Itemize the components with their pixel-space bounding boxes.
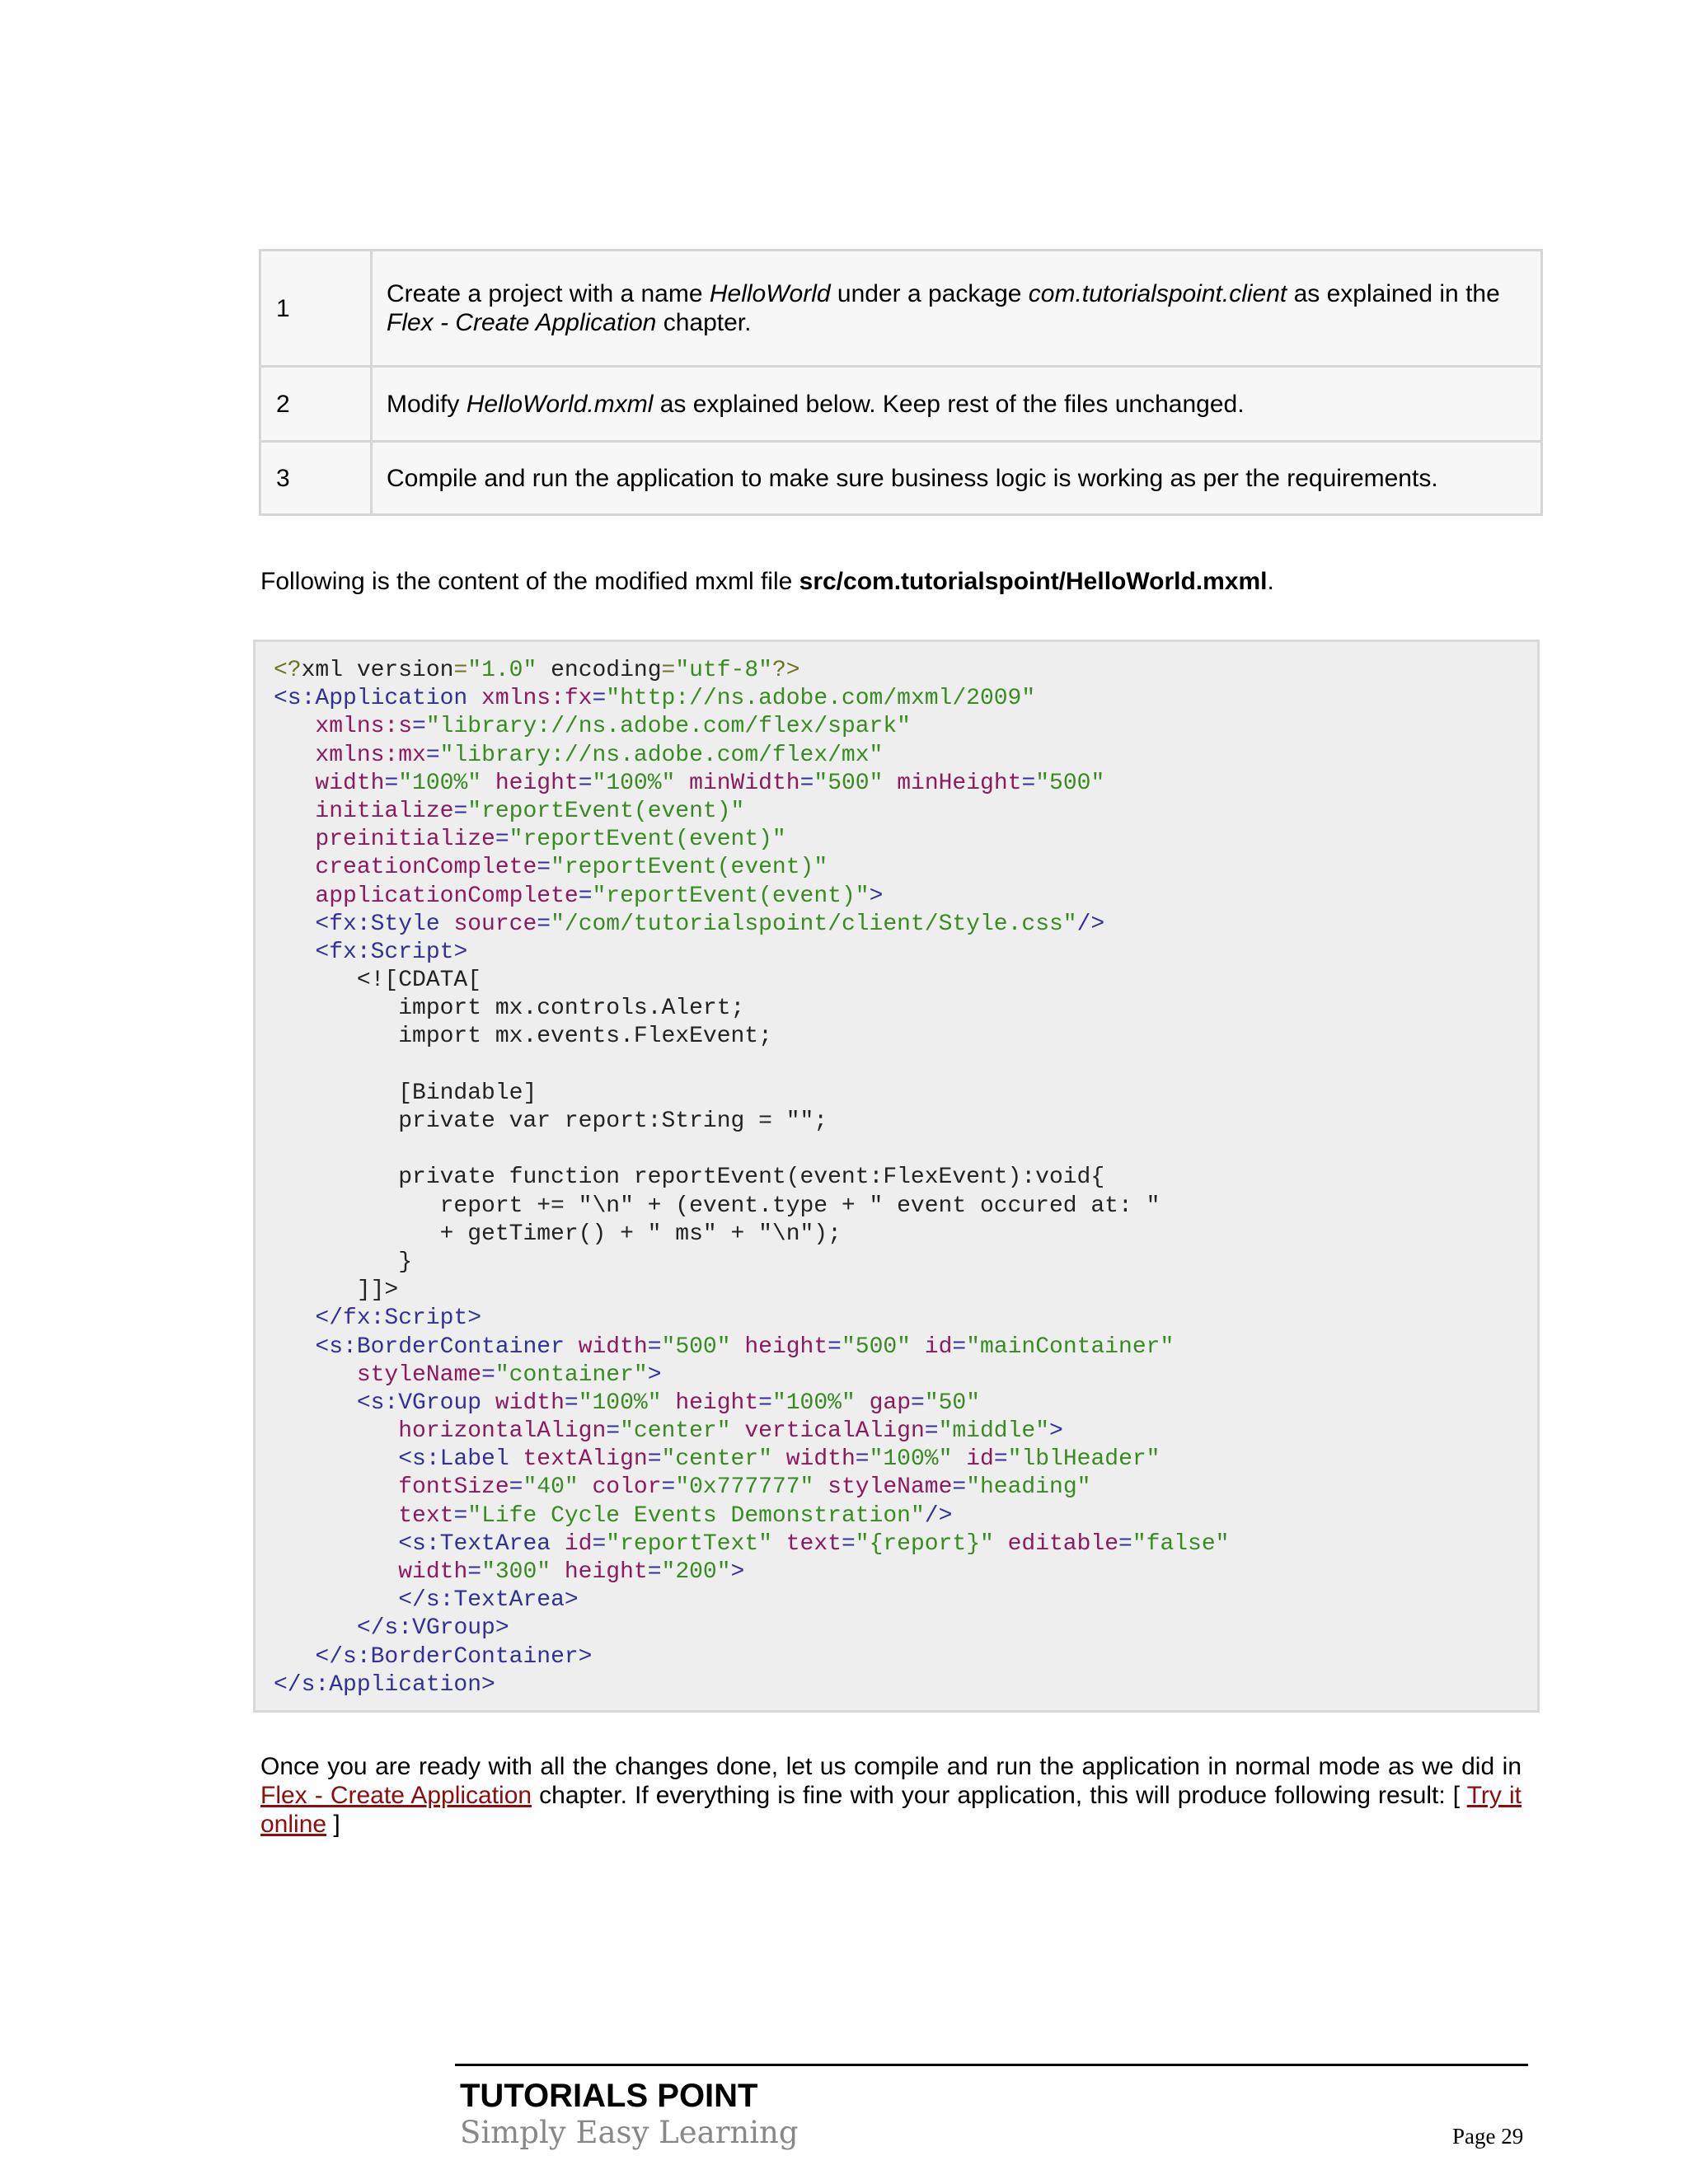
code-token: =: [758, 1390, 772, 1416]
code-token: [274, 1137, 288, 1162]
code-token: [274, 827, 315, 852]
step-text: Modify: [387, 390, 467, 418]
code-token: }: [274, 1249, 413, 1275]
code-token: =: [1118, 1530, 1132, 1557]
code-token: xmlns:s: [315, 714, 413, 740]
create-application-link[interactable]: Flex - Create Application: [260, 1782, 532, 1809]
code-token: </s:Application>: [274, 1671, 495, 1698]
code-token: [274, 1305, 315, 1331]
step-emphasis: HelloWorld: [709, 280, 831, 307]
code-line: [274, 657, 1537, 685]
code-token: [274, 855, 315, 880]
code-token: "false": [1132, 1530, 1230, 1557]
code-line: [274, 939, 1537, 967]
code-token: import mx.events.FlexEvent;: [274, 1024, 772, 1050]
code-token: "100%": [771, 1390, 856, 1416]
code-token: [274, 1531, 398, 1557]
code-token: =: [1021, 770, 1036, 796]
code-token: applicationComplete: [315, 883, 579, 909]
code-token: >: [647, 1361, 662, 1388]
code-line: [274, 883, 1537, 911]
code-token: [274, 912, 315, 937]
code-token: "1.0": [467, 658, 537, 683]
code-token: <?: [274, 658, 302, 683]
step-description: [372, 442, 1542, 515]
step-description: [372, 251, 1542, 367]
step-text: as explained below. Keep rest of the files unchanged.: [653, 390, 1245, 418]
code-token: styleName: [356, 1361, 482, 1388]
code-token: "500": [814, 770, 884, 796]
code-line: [274, 1446, 1537, 1474]
code-token: =: [841, 1530, 856, 1557]
code-token: =: [481, 1361, 495, 1388]
code-token: [274, 1446, 398, 1472]
code-line: [274, 1136, 1537, 1164]
code-token: =: [537, 855, 551, 881]
table-row: [260, 251, 1542, 367]
code-token: =: [799, 770, 814, 796]
code-line: [274, 1080, 1537, 1108]
step-description: [372, 367, 1542, 442]
code-line: [274, 1530, 1537, 1558]
code-token: </s:TextArea>: [398, 1587, 579, 1614]
code-token: >: [869, 883, 884, 909]
code-token: =: [453, 1502, 468, 1529]
step-text: Create a project with a name: [387, 280, 710, 307]
code-line: [274, 798, 1537, 826]
code-token: text: [398, 1502, 454, 1529]
code-token: + getTimer() + " ms" + "\n");: [274, 1221, 842, 1247]
code-line: [274, 1671, 1537, 1699]
code-token: =: [578, 883, 593, 909]
code-token: [274, 771, 315, 796]
step-emphasis: com.tutorialspoint.client: [1028, 280, 1287, 307]
code-token: xmlns:fx: [481, 686, 593, 712]
code-token: [274, 799, 315, 824]
code-token: xmlns:mx: [315, 742, 426, 768]
code-token: =: [661, 1474, 676, 1501]
code-token: "mainContainer": [966, 1333, 1175, 1360]
outro-text-2: chapter. If everything is fine with your application, this will produce following result: [: [532, 1782, 1467, 1809]
code-line: [274, 1193, 1537, 1221]
code-token: [274, 743, 315, 768]
code-token: =: [647, 1333, 662, 1360]
code-token: =: [592, 1530, 607, 1557]
code-token: [274, 1644, 315, 1670]
intro-file-path: src/com.tutorialspoint/HelloWorld.mxml: [799, 568, 1268, 595]
code-token: [274, 1362, 357, 1388]
code-token: id: [564, 1530, 593, 1557]
code-token: =: [911, 1390, 925, 1416]
step-number: 2: [260, 367, 372, 442]
code-token: <s:VGroup: [356, 1390, 495, 1416]
outro-paragraph: [260, 1752, 1522, 1839]
code-token: "http://ns.adobe.com/mxml/2009": [606, 686, 1036, 712]
code-token: styleName: [814, 1474, 953, 1501]
code-line: [274, 1333, 1537, 1361]
code-token: creationComplete: [315, 855, 537, 881]
page-number: Page 29: [1452, 2124, 1524, 2149]
code-line: [274, 911, 1537, 939]
code-token: </fx:Script>: [315, 1305, 482, 1332]
code-token: =: [384, 770, 399, 796]
outro-text-3: ]: [326, 1811, 340, 1838]
footer-tagline: Simply Easy Learning: [460, 2115, 799, 2150]
code-token: height: [730, 1333, 828, 1360]
code-token: height: [661, 1390, 759, 1416]
code-token: import mx.controls.Alert;: [274, 996, 745, 1022]
code-token: >: [1049, 1418, 1063, 1445]
code-line: [274, 1164, 1537, 1192]
code-token: gap: [855, 1390, 911, 1416]
code-token: =: [453, 658, 468, 683]
code-token: </s:VGroup>: [356, 1615, 509, 1642]
intro-end: .: [1267, 568, 1274, 595]
code-token: "reportEvent(event)": [467, 798, 745, 824]
code-token: source: [453, 911, 537, 937]
code-line: [274, 1361, 1537, 1390]
code-token: "center": [620, 1418, 731, 1445]
code-token: =: [855, 1446, 870, 1473]
code-line: [274, 1023, 1537, 1051]
code-token: =: [828, 1333, 842, 1360]
table-row: [260, 442, 1542, 515]
code-line: [274, 1249, 1537, 1277]
code-token: width: [771, 1446, 856, 1473]
code-token: =: [993, 1446, 1008, 1473]
code-token: =: [495, 827, 509, 853]
code-token: ?>: [771, 658, 800, 683]
code-token: [274, 1615, 357, 1641]
code-token: =: [924, 1418, 939, 1445]
code-block: [253, 640, 1540, 1713]
intro-paragraph: [260, 567, 1274, 596]
code-token: "100%": [398, 770, 482, 796]
steps-table: [259, 249, 1543, 516]
code-token: "reportText": [606, 1530, 772, 1557]
code-line: [274, 1305, 1537, 1333]
code-token: "500": [841, 1333, 911, 1360]
code-token: encoding: [537, 658, 662, 683]
code-token: "100%": [592, 770, 676, 796]
code-token: "reportEvent(event)": [592, 883, 870, 909]
code-token: <s:Application: [274, 686, 482, 712]
code-token: [274, 1559, 398, 1585]
code-token: "middle": [938, 1418, 1049, 1445]
code-token: <fx:Style: [315, 911, 454, 937]
code-line: [274, 770, 1537, 798]
code-line: [274, 1390, 1537, 1418]
code-token: initialize: [315, 798, 454, 824]
code-token: [274, 1052, 288, 1078]
code-token: =: [606, 1418, 621, 1445]
code-line: [274, 1221, 1537, 1249]
code-token: "heading": [966, 1474, 1091, 1501]
code-line: [274, 742, 1537, 770]
code-token: =: [453, 798, 468, 824]
code-token: "300": [481, 1559, 551, 1585]
code-token: width: [315, 770, 385, 796]
code-token: height: [481, 770, 579, 796]
code-token: preinitialize: [315, 827, 495, 853]
code-token: <s:BorderContainer: [315, 1333, 579, 1360]
step-emphasis: Flex - Create Application: [387, 309, 657, 336]
code-token: "lblHeader": [1007, 1446, 1160, 1473]
code-token: width: [495, 1390, 565, 1416]
code-token: private var report:String = "";: [274, 1108, 828, 1134]
code-line: [274, 685, 1537, 713]
code-token: editable: [993, 1530, 1119, 1557]
code-line: [274, 967, 1537, 995]
code-line: [274, 713, 1537, 741]
code-token: =: [412, 714, 426, 740]
code-token: "500": [661, 1333, 731, 1360]
code-line: [274, 1418, 1537, 1446]
code-token: [274, 1474, 398, 1500]
code-token: =: [647, 1559, 662, 1585]
code-token: "utf-8": [675, 658, 772, 683]
code-line: [274, 1502, 1537, 1530]
code-token: "reportEvent(event)": [509, 827, 786, 853]
code-line: [274, 826, 1537, 854]
code-token: verticalAlign: [730, 1418, 925, 1445]
code-token: [274, 1390, 357, 1416]
code-token: private function reportEvent(event:FlexEvent):void{: [274, 1165, 1105, 1191]
code-token: horizontalAlign: [398, 1418, 607, 1445]
code-token: =: [425, 742, 440, 768]
code-line: [274, 1277, 1537, 1305]
step-text: as explained in the: [1287, 280, 1500, 307]
code-token: [274, 1418, 398, 1444]
code-token: minHeight: [883, 770, 1022, 796]
code-line: [274, 995, 1537, 1023]
code-token: [274, 940, 315, 965]
code-token: </s:BorderContainer>: [315, 1643, 593, 1670]
code-token: [274, 1334, 315, 1360]
code-token: <fx:Script>: [315, 939, 468, 965]
code-token: id: [952, 1446, 994, 1473]
code-token: [274, 1503, 398, 1529]
table-row: [260, 367, 1542, 442]
code-token: report += "\n" + (event.type + " event occured at: ": [274, 1193, 1160, 1219]
step-emphasis: HelloWorld.mxml: [466, 390, 654, 418]
code-line: [274, 1643, 1537, 1671]
code-token: fontSize: [398, 1474, 509, 1501]
step-text: Compile and run the application to make sure business logic is working as per the requirements.: [387, 464, 1438, 492]
code-token: "100%": [869, 1446, 953, 1473]
code-token: "100%": [578, 1390, 662, 1416]
code-token: [274, 883, 315, 909]
code-line: [274, 1558, 1537, 1586]
code-token: =: [537, 911, 551, 937]
code-token: =: [661, 658, 676, 683]
code-token: height: [551, 1559, 648, 1585]
code-token: =: [952, 1474, 967, 1501]
code-token: "500": [1035, 770, 1105, 796]
step-text: chapter.: [656, 309, 752, 336]
code-token: [Bindable]: [274, 1080, 537, 1106]
code-line: [274, 1108, 1537, 1136]
code-token: "reportEvent(event)": [551, 855, 828, 881]
code-line: [274, 1474, 1537, 1502]
code-token: color: [578, 1474, 662, 1501]
code-token: [274, 1587, 398, 1613]
code-token: =: [952, 1333, 967, 1360]
code-token: "{report}": [855, 1530, 994, 1557]
try-it-online-link[interactable]: Try it online: [260, 1782, 1522, 1838]
code-token: "50": [924, 1390, 981, 1416]
code-token: =: [509, 1474, 523, 1501]
code-token: =: [467, 1559, 482, 1585]
code-token: width: [578, 1333, 648, 1360]
code-line: [274, 1586, 1537, 1615]
code-token: "center": [661, 1446, 772, 1473]
code-token: =: [592, 686, 607, 712]
code-token: =: [564, 1390, 579, 1416]
code-token: <![CDATA[: [274, 968, 482, 994]
code-token: minWidth: [675, 770, 800, 796]
code-token: width: [398, 1559, 468, 1585]
footer-brand: TUTORIALS POINT: [460, 2078, 758, 2114]
code-token: =: [647, 1446, 662, 1473]
code-token: "library://ns.adobe.com/flex/mx": [439, 742, 884, 768]
code-token: >: [730, 1559, 745, 1585]
code-line: [274, 1615, 1537, 1643]
intro-text: Following is the content of the modified mxml file: [260, 568, 799, 595]
code-token: <s:Label: [398, 1446, 523, 1473]
code-line: [274, 1052, 1537, 1080]
footer-divider: [455, 2064, 1528, 2066]
code-token: xml version: [301, 658, 454, 683]
code-token: />: [924, 1502, 953, 1529]
code-token: text: [771, 1530, 842, 1557]
code-token: "library://ns.adobe.com/flex/spark": [425, 714, 911, 740]
step-number: 3: [260, 442, 372, 515]
code-token: "Life Cycle Events Demonstration": [467, 1502, 925, 1529]
code-token: "container": [495, 1361, 648, 1388]
code-token: />: [1076, 911, 1105, 937]
code-token: <s:TextArea: [398, 1530, 565, 1557]
step-number: 1: [260, 251, 372, 367]
code-token: =: [578, 770, 593, 796]
step-text: under a package: [830, 280, 1029, 307]
code-token: id: [910, 1333, 953, 1360]
code-token: ]]>: [274, 1277, 399, 1304]
code-token: textAlign: [523, 1446, 648, 1473]
code-token: "200": [661, 1559, 731, 1585]
code-token: "/com/tutorialspoint/client/Style.css": [551, 911, 1077, 937]
outro-text-1: Once you are ready with all the changes done, let us compile and run the application in normal mode as we did in: [260, 1753, 1522, 1780]
code-token: "40": [523, 1474, 579, 1501]
steps-table-body: [260, 251, 1542, 515]
code-line: [274, 854, 1537, 882]
code-token: "0x777777": [675, 1474, 814, 1501]
code-token: [274, 714, 315, 739]
